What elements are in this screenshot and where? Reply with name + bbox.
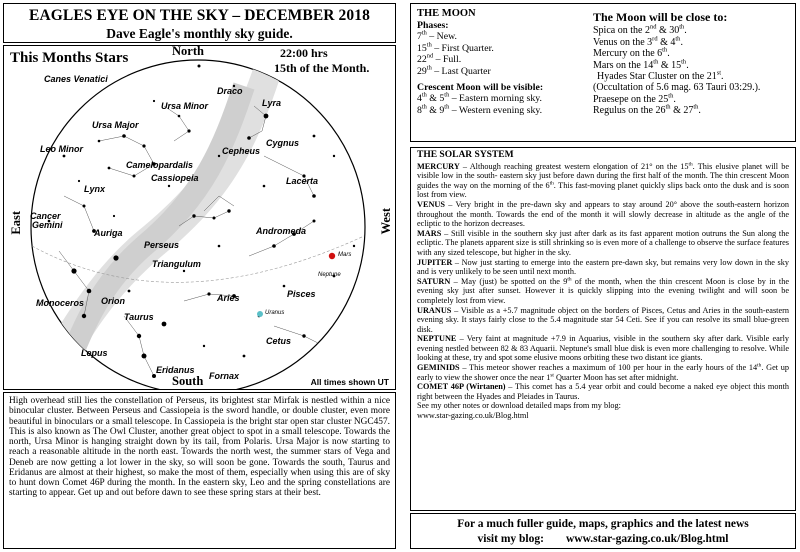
solar-mercury: MERCURY – Although reaching greatest western elongation of 21° on the 15th. This elusive planet will be visible low in the south- eastern sky just before dawn during the first half of the month. The thin crescent Moon guides the way on the morning of the 6th. This fast-moving planet quickly slips back onto the dusk and is soon lost from view. [417,160,789,200]
label-lyra: Lyra [262,98,282,108]
label-taurus: Taurus [124,312,154,322]
solar-uranus: URANUS – Visible as a +5.7 magnitude object on the borders of Pisces, Cetus and Aries in the south-eastern evening sky. It stays fairly close to the 5.4 magnitude star 54 Ceti. See if you can resolve its small blue-green disk. [417,305,789,334]
close-mercury: Mercury on the 6th. [593,46,670,60]
moon-panel [410,3,796,142]
blog-link[interactable]: www.star-gazing.co.uk/Blog.html [417,411,529,421]
close-regulus: Regulus on the 26th & 27th. [593,103,701,117]
solar-saturn: SATURN – May (just) be spotted on the 9th of the month, when the thin crescent Moon is close by in the evening sky just after sunset. However it is quickly slipping into the evening twilight and will soon be completely lost from view. [417,275,789,305]
chart-time-date: 15th of the Month. [274,61,370,75]
label-draco: Draco [217,86,243,96]
phase-first-quarter: 15th – First Quarter. [417,41,494,54]
label-aries: Aries [217,293,240,303]
phase-full: 22nd – Full. [417,53,462,66]
close-hyades: Hyades Star Cluster on the 21st. [597,69,724,83]
label-eridanus: Eridanus [156,365,195,375]
solar-geminids: GEMINIDS – This meteor shower reaches a maximum of 100 per hour in the early hours of the 14th. Get up early to view the shower once the near 1st Quarter Moon has set after midnight. [417,362,789,382]
label-neptune: Neptune [318,272,341,278]
phases-label: Phases: [417,19,449,31]
label-perseus: Perseus [144,240,180,250]
compass-south: South [172,374,204,388]
label-orion: Orion [101,296,125,306]
label-uranus: Uranus [265,310,285,316]
phase-last-quarter: 29th – Last Quarter [417,64,491,77]
star-chart [3,45,396,390]
moon-close-section [593,12,793,117]
label-cetus: Cetus [266,336,292,346]
label-auriga: Auriga [94,228,123,238]
label-triangulum: Triangulum [152,259,201,269]
label-cepheus: Cepheus [222,146,261,156]
solar-notes: See my other notes or download detailed maps from my blog: [417,401,621,411]
chart-title: This Months Stars [10,50,129,66]
moon-heading: THE MOON [417,8,476,19]
solar-system-panel [410,147,796,511]
label-camelopardalis: Camelopardalis [126,160,194,170]
close-praesepe: Praesepe on the 25th. [593,92,676,105]
label-pisces: Pisces [287,289,316,299]
label-ursa-minor: Ursa Minor [161,101,209,111]
label-andromeda: Andromeda [256,226,307,236]
solar-heading: THE SOLAR SYSTEM [417,150,514,160]
solar-neptune: NEPTUNE – Very faint at magnitude +7.9 in Aquarius, visible in the southern sky after dark. Visible early evening nestled between 82 & 83 Aquarii. Neptune's small blue disk is even more challenging to resolve. While looking at these, try and spot some elusive moons orbiting these two distant ice giants. [417,334,789,363]
label-ursa-major: Ursa Major [92,120,139,130]
solar-mars: MARS – Still visible in the southern sky just after dark as its fast apparent motion outruns the Sun along the ecliptic. The planets apparent size is still shrinking so is even more of a challenge to observe the surface features with any sized telescope, but higher in the sky. [417,228,789,257]
phase-new: 7th – New. [417,29,457,43]
footer-line2: visit my blog: www.star-gazing.co.uk/Blog.html [477,533,729,545]
close-heading: The Moon will be close to: [593,10,728,24]
footer-line1: For a much fuller guide, maps, graphics and the latest news [457,518,749,530]
solar-jupiter: JUPITER – Now just starting to emerge into the eastern pre-dawn sky, but remains very low down in the sky and is very unlikely to be seen until next month. [417,257,789,277]
label-lacerta: Lacerta [286,176,319,186]
footer-blog-link[interactable]: www.star-gazing.co.uk/Blog.html [565,533,729,545]
label-gemini: Gemini [32,220,63,230]
label-leo-minor: Leo Minor [40,144,83,154]
label-cassiopeia: Cassiopeia [151,173,199,183]
label-mars: Mars [338,252,352,258]
close-occultation: (Occultation of 5.6 mag. 63 Tauri 03:29.). [593,82,761,94]
label-fornax: Fornax [209,371,240,381]
close-mars: Mars on the 14th & 15th. [593,58,689,71]
label-monoceros: Monoceros [36,298,85,308]
compass-east: East [9,211,23,235]
times-ut-note: All times shown UT [310,377,389,387]
close-venus: Venus on the 3rd & 4th. [593,35,683,48]
label-cancer: Cancer [30,211,61,221]
footer-banner [410,513,796,549]
crescent-evening: 8th & 9th – Western evening sky. [417,103,543,116]
guide-header [3,3,396,43]
solar-venus: VENUS – Very bright in the pre-dawn sky and appears to stay around 20° above the south-eastern horizon throughout the month. Towards the end of the month it will slowly decrease in altitude as the angle of the ecliptic to the horizon decreases. [417,199,789,229]
chart-time [274,46,369,76]
compass-west: West [379,208,393,235]
solar-comet: COMET 46P (Wirtanen) – This comet has a 5.4 year orbit and could become a naked eye object this month right between the Hyades and Pleiades in Taurus. [417,382,789,401]
sky-description: High overhead still lies the constellation of Perseus, its brightest star Mirfak is nestled within a nice binocular cluster. Between Perseus and Cassiopeia is the sword handle, or double cluster, even more beautiful in binoculars or a small telescope. In Cassiopeia is the bright star open star cluster NGC457. This is also known as The Owl Cluster, another great object to spot in a small telescope. Towards the north, Ursa Minor is hanging straight down by its tail, from Polaris. Ursa Major is now starting to reach a reasonable altitude in the north east. Towards the north west, the summer stars of Vega and Deneb are now getting a lot lower in the sky, so will soon be gone. Towards the south, Taurus and Eridanus are almost at their highest, so make the most of them, especially when using this are of sky to hunt down Comet 46P during the month. In the eastern sky, Leo and the spring constellations are starting to appear. Get up and out before dawn to see these spring stars at their best. [3,392,396,549]
guide-subtitle: Dave Eagle's monthly sky guide. [106,26,293,41]
moon-phases-section [417,8,587,116]
label-lepus: Lepus [81,348,108,358]
crescent-heading: Crescent Moon will be visible: [417,81,544,93]
compass-north: North [172,45,204,58]
close-spica: Spica on the 2nd & 30th. [593,24,687,37]
guide-title: EAGLES EYE ON THE SKY – DECEMBER 2018 [29,7,370,24]
label-cygnus: Cygnus [266,138,300,148]
crescent-morning: 4th & 5th – Eastern morning sky. [417,91,542,105]
label-lynx: Lynx [84,184,106,194]
label-canes-venatici: Canes Venatici [44,74,108,84]
star-chart-graphic [4,46,396,390]
chart-time-hours: 22:00 hrs [280,46,328,60]
